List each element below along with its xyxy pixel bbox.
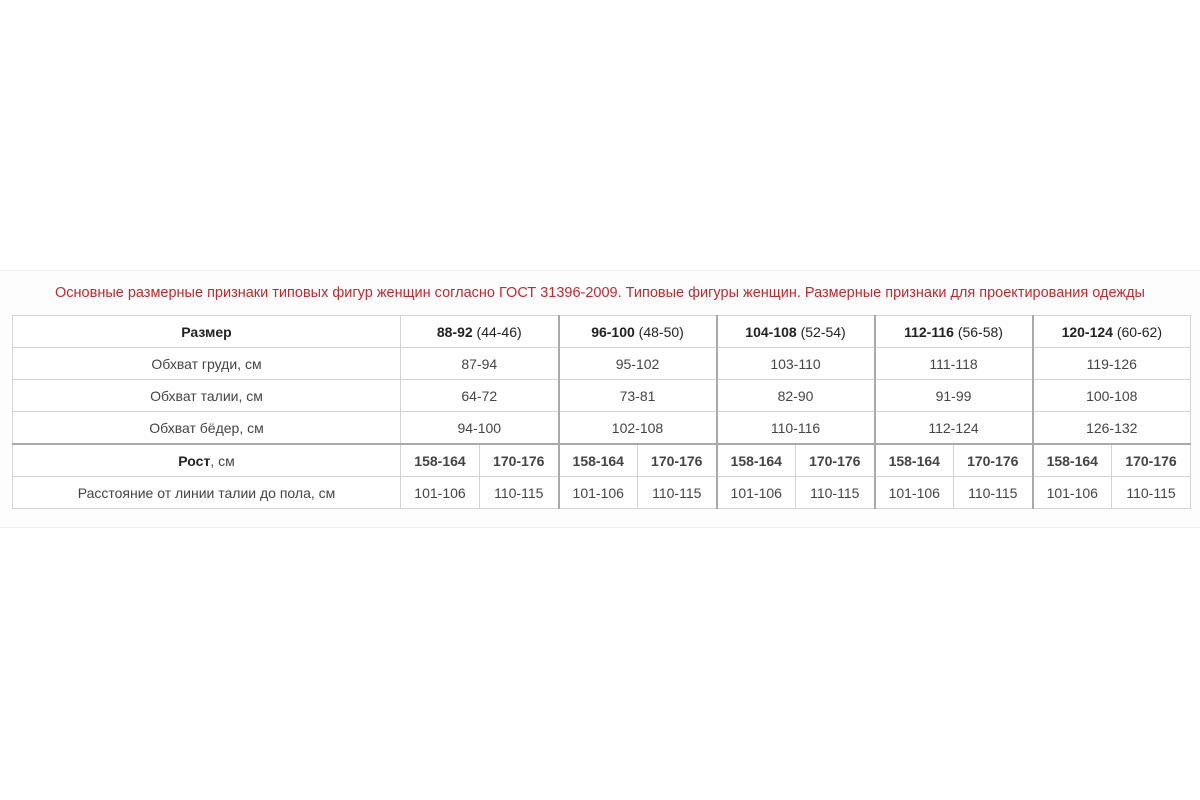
waist-label: Обхват талии, см xyxy=(13,380,401,412)
table-cell: 95-102 xyxy=(559,348,717,380)
table-cell: 110-115 xyxy=(954,477,1033,509)
height-row xyxy=(13,444,1191,477)
table-cell: 170-176 xyxy=(954,444,1033,477)
hips-label: Обхват бёдер, см xyxy=(13,412,401,445)
table-cell: 101-106 xyxy=(401,477,480,509)
table-cell: 111-118 xyxy=(875,348,1033,380)
size-column-header: 96-100 (48-50) xyxy=(559,316,717,348)
table-cell: 102-108 xyxy=(559,412,717,445)
table-cell: 170-176 xyxy=(638,444,717,477)
size-column-header: 88-92 (44-46) xyxy=(401,316,559,348)
chest-row xyxy=(13,348,1191,380)
size-column-header: 112-116 (56-58) xyxy=(875,316,1033,348)
table-cell: 170-176 xyxy=(1112,444,1191,477)
table-cell: 73-81 xyxy=(559,380,717,412)
hips-row xyxy=(13,412,1191,445)
table-cell: 126-132 xyxy=(1033,412,1191,445)
table-cell: 110-115 xyxy=(1112,477,1191,509)
size-label: Размер xyxy=(13,316,401,348)
table-cell: 103-110 xyxy=(717,348,875,380)
table-cell: 101-106 xyxy=(559,477,638,509)
table-cell: 82-90 xyxy=(717,380,875,412)
table-cell: 158-164 xyxy=(875,444,954,477)
table-cell: 94-100 xyxy=(401,412,559,445)
height-label: Рост, см xyxy=(13,444,401,477)
size-chart-table xyxy=(12,315,1191,509)
size-column-header: 120-124 (60-62) xyxy=(1033,316,1191,348)
table-cell: 158-164 xyxy=(401,444,480,477)
table-cell: 110-115 xyxy=(480,477,559,509)
table-cell: 158-164 xyxy=(1033,444,1112,477)
table-cell: 158-164 xyxy=(559,444,638,477)
table-cell: 87-94 xyxy=(401,348,559,380)
table-cell: 101-106 xyxy=(1033,477,1112,509)
size-header-row xyxy=(13,316,1191,348)
table-cell: 101-106 xyxy=(717,477,796,509)
table-cell: 64-72 xyxy=(401,380,559,412)
table-cell: 100-108 xyxy=(1033,380,1191,412)
chest-label: Обхват груди, см xyxy=(13,348,401,380)
table-cell: 158-164 xyxy=(717,444,796,477)
size-column-header: 104-108 (52-54) xyxy=(717,316,875,348)
waist-to-floor-row xyxy=(13,477,1191,509)
table-cell: 110-115 xyxy=(638,477,717,509)
table-cell: 91-99 xyxy=(875,380,1033,412)
waist-row xyxy=(13,380,1191,412)
table-cell: 119-126 xyxy=(1033,348,1191,380)
table-cell: 101-106 xyxy=(875,477,954,509)
table-cell: 110-116 xyxy=(717,412,875,445)
table-cell: 112-124 xyxy=(875,412,1033,445)
page-title: Основные размерные признаки типовых фигур женщин согласно ГОСТ 31396-2009. Типовые фигуры женщин. Размерные признаки для проектирования одежды xyxy=(55,285,1145,301)
table-cell: 170-176 xyxy=(480,444,559,477)
table-cell: 110-115 xyxy=(796,477,875,509)
waist-to-floor-label: Расстояние от линии талии до пола, см xyxy=(13,477,401,509)
table-cell: 170-176 xyxy=(796,444,875,477)
